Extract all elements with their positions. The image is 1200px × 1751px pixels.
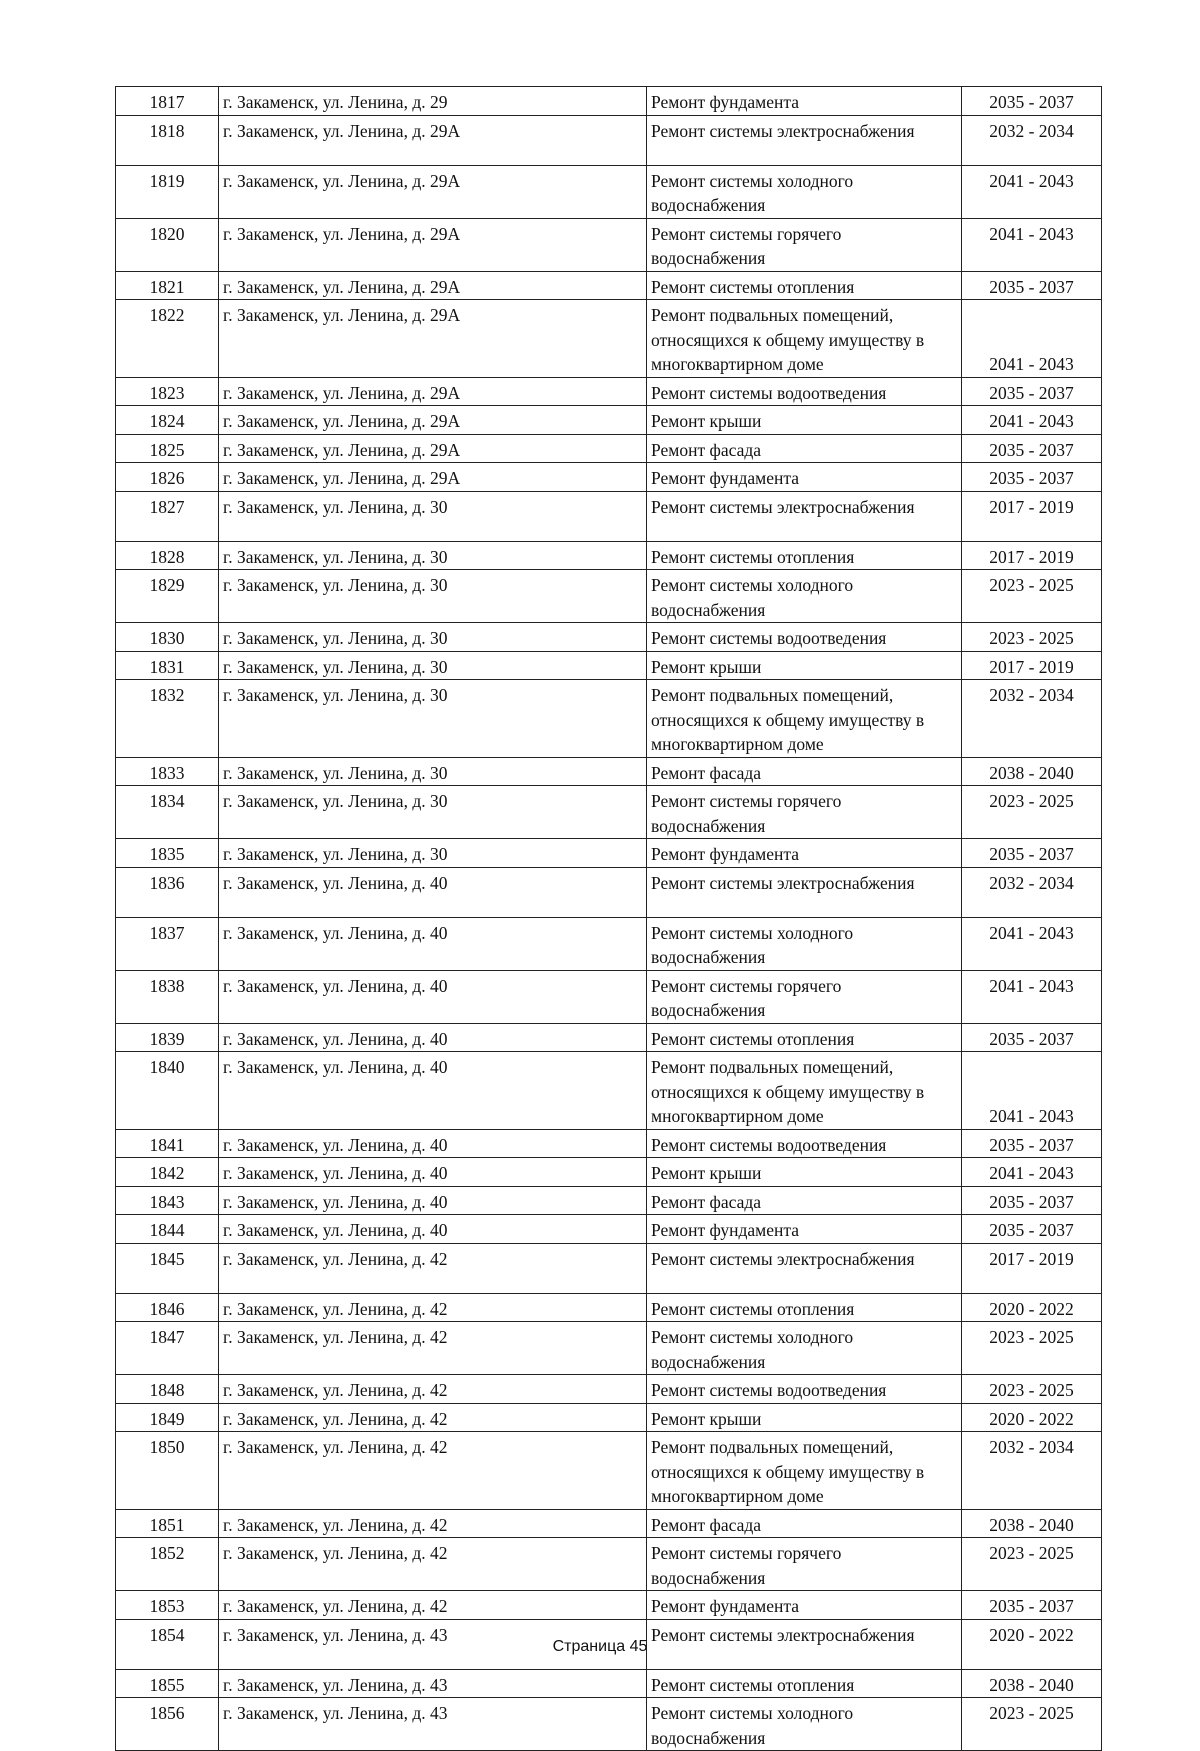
address-cell: г. Закаменск, ул. Ленина, д. 30: [219, 839, 647, 868]
row-number-cell: 1825: [116, 434, 219, 463]
years-cell: 2041 - 2043: [962, 1158, 1102, 1187]
work-type-cell: Ремонт системы электроснабжения: [647, 1619, 962, 1669]
work-type-cell: Ремонт системы холодного водоснабжения: [647, 1698, 962, 1751]
table-row: [116, 271, 1102, 300]
address-cell: г. Закаменск, ул. Ленина, д. 43: [219, 1669, 647, 1698]
table-row: [116, 1698, 1102, 1751]
years-cell: 2041 - 2043: [962, 406, 1102, 435]
row-number-cell: 1818: [116, 115, 219, 165]
work-type-cell: Ремонт системы отопления: [647, 271, 962, 300]
table-row: [116, 1403, 1102, 1432]
address-cell: г. Закаменск, ул. Ленина, д. 30: [219, 541, 647, 570]
work-type-cell: Ремонт системы электроснабжения: [647, 1243, 962, 1293]
row-number-cell: 1856: [116, 1698, 219, 1751]
row-number-cell: 1854: [116, 1619, 219, 1669]
row-number-cell: 1848: [116, 1375, 219, 1404]
work-type-cell: Ремонт фасада: [647, 1509, 962, 1538]
address-cell: г. Закаменск, ул. Ленина, д. 30: [219, 623, 647, 652]
years-cell: 2023 - 2025: [962, 786, 1102, 839]
row-number-cell: 1842: [116, 1158, 219, 1187]
table-row: [116, 651, 1102, 680]
years-cell: 2041 - 2043: [962, 1052, 1102, 1130]
work-type-cell: Ремонт системы водоотведения: [647, 377, 962, 406]
work-type-cell: Ремонт подвальных помещений, относящихся к общему имуществу в многоквартирном доме: [647, 1052, 962, 1130]
work-type-cell: Ремонт крыши: [647, 651, 962, 680]
years-cell: 2020 - 2022: [962, 1619, 1102, 1669]
table-row: [116, 463, 1102, 492]
address-cell: г. Закаменск, ул. Ленина, д. 42: [219, 1591, 647, 1620]
work-type-cell: Ремонт системы холодного водоснабжения: [647, 1322, 962, 1375]
table-row: [116, 1375, 1102, 1404]
repair-schedule-table: [115, 86, 1102, 1751]
row-number-cell: 1840: [116, 1052, 219, 1130]
row-number-cell: 1841: [116, 1129, 219, 1158]
address-cell: г. Закаменск, ул. Ленина, д. 42: [219, 1432, 647, 1510]
table-row: [116, 1023, 1102, 1052]
row-number-cell: 1828: [116, 541, 219, 570]
row-number-cell: 1839: [116, 1023, 219, 1052]
table-row: [116, 917, 1102, 970]
row-number-cell: 1843: [116, 1186, 219, 1215]
table-row: [116, 406, 1102, 435]
table-row: [116, 1538, 1102, 1591]
years-cell: 2041 - 2043: [962, 165, 1102, 218]
address-cell: г. Закаменск, ул. Ленина, д. 29А: [219, 218, 647, 271]
work-type-cell: Ремонт фундамента: [647, 839, 962, 868]
table-body: [116, 87, 1102, 1751]
address-cell: г. Закаменск, ул. Ленина, д. 29А: [219, 300, 647, 378]
address-cell: г. Закаменск, ул. Ленина, д. 42: [219, 1243, 647, 1293]
address-cell: г. Закаменск, ул. Ленина, д. 40: [219, 1023, 647, 1052]
row-number-cell: 1823: [116, 377, 219, 406]
work-type-cell: Ремонт системы холодного водоснабжения: [647, 570, 962, 623]
row-number-cell: 1838: [116, 970, 219, 1023]
years-cell: 2035 - 2037: [962, 434, 1102, 463]
years-cell: 2038 - 2040: [962, 757, 1102, 786]
table-row: [116, 680, 1102, 758]
work-type-cell: Ремонт фундамента: [647, 463, 962, 492]
table-row: [116, 87, 1102, 116]
address-cell: г. Закаменск, ул. Ленина, д. 30: [219, 757, 647, 786]
address-cell: г. Закаменск, ул. Ленина, д. 40: [219, 1052, 647, 1130]
work-type-cell: Ремонт крыши: [647, 1403, 962, 1432]
years-cell: 2023 - 2025: [962, 1322, 1102, 1375]
years-cell: 2035 - 2037: [962, 463, 1102, 492]
row-number-cell: 1826: [116, 463, 219, 492]
table-row: [116, 541, 1102, 570]
work-type-cell: Ремонт подвальных помещений, относящихся к общему имуществу в многоквартирном доме: [647, 680, 962, 758]
table-row: [116, 1052, 1102, 1130]
years-cell: 2038 - 2040: [962, 1509, 1102, 1538]
row-number-cell: 1830: [116, 623, 219, 652]
work-type-cell: Ремонт фундамента: [647, 87, 962, 116]
years-cell: 2017 - 2019: [962, 541, 1102, 570]
address-cell: г. Закаменск, ул. Ленина, д. 29А: [219, 115, 647, 165]
row-number-cell: 1822: [116, 300, 219, 378]
work-type-cell: Ремонт системы холодного водоснабжения: [647, 165, 962, 218]
work-type-cell: Ремонт фасада: [647, 1186, 962, 1215]
address-cell: г. Закаменск, ул. Ленина, д. 40: [219, 970, 647, 1023]
years-cell: 2023 - 2025: [962, 1538, 1102, 1591]
years-cell: 2041 - 2043: [962, 300, 1102, 378]
table-row: [116, 839, 1102, 868]
years-cell: 2032 - 2034: [962, 1432, 1102, 1510]
table-row: [116, 1129, 1102, 1158]
row-number-cell: 1850: [116, 1432, 219, 1510]
address-cell: г. Закаменск, ул. Ленина, д. 30: [219, 651, 647, 680]
work-type-cell: Ремонт системы отопления: [647, 1293, 962, 1322]
years-cell: 2035 - 2037: [962, 1129, 1102, 1158]
row-number-cell: 1849: [116, 1403, 219, 1432]
table-row: [116, 1322, 1102, 1375]
table-row: [116, 1591, 1102, 1620]
work-type-cell: Ремонт системы горячего водоснабжения: [647, 218, 962, 271]
row-number-cell: 1845: [116, 1243, 219, 1293]
years-cell: 2035 - 2037: [962, 87, 1102, 116]
address-cell: г. Закаменск, ул. Ленина, д. 42: [219, 1375, 647, 1404]
work-type-cell: Ремонт крыши: [647, 406, 962, 435]
address-cell: г. Закаменск, ул. Ленина, д. 29А: [219, 463, 647, 492]
address-cell: г. Закаменск, ул. Ленина, д. 30: [219, 680, 647, 758]
address-cell: г. Закаменск, ул. Ленина, д. 40: [219, 867, 647, 917]
row-number-cell: 1829: [116, 570, 219, 623]
address-cell: г. Закаменск, ул. Ленина, д. 42: [219, 1293, 647, 1322]
work-type-cell: Ремонт фундамента: [647, 1215, 962, 1244]
work-type-cell: Ремонт системы электроснабжения: [647, 115, 962, 165]
row-number-cell: 1833: [116, 757, 219, 786]
row-number-cell: 1834: [116, 786, 219, 839]
address-cell: г. Закаменск, ул. Ленина, д. 29: [219, 87, 647, 116]
row-number-cell: 1851: [116, 1509, 219, 1538]
row-number-cell: 1817: [116, 87, 219, 116]
row-number-cell: 1824: [116, 406, 219, 435]
table-row: [116, 757, 1102, 786]
row-number-cell: 1819: [116, 165, 219, 218]
years-cell: 2041 - 2043: [962, 917, 1102, 970]
address-cell: г. Закаменск, ул. Ленина, д. 42: [219, 1322, 647, 1375]
years-cell: 2017 - 2019: [962, 1243, 1102, 1293]
address-cell: г. Закаменск, ул. Ленина, д. 29А: [219, 406, 647, 435]
years-cell: 2032 - 2034: [962, 115, 1102, 165]
table-row: [116, 491, 1102, 541]
row-number-cell: 1831: [116, 651, 219, 680]
table-row: [116, 115, 1102, 165]
years-cell: 2023 - 2025: [962, 623, 1102, 652]
row-number-cell: 1820: [116, 218, 219, 271]
work-type-cell: Ремонт системы горячего водоснабжения: [647, 1538, 962, 1591]
row-number-cell: 1837: [116, 917, 219, 970]
years-cell: 2020 - 2022: [962, 1293, 1102, 1322]
years-cell: 2035 - 2037: [962, 377, 1102, 406]
address-cell: г. Закаменск, ул. Ленина, д. 43: [219, 1619, 647, 1669]
years-cell: 2038 - 2040: [962, 1669, 1102, 1698]
years-cell: 2017 - 2019: [962, 491, 1102, 541]
address-cell: г. Закаменск, ул. Ленина, д. 30: [219, 570, 647, 623]
row-number-cell: 1855: [116, 1669, 219, 1698]
work-type-cell: Ремонт системы водоотведения: [647, 623, 962, 652]
table-row: [116, 218, 1102, 271]
work-type-cell: Ремонт системы горячего водоснабжения: [647, 786, 962, 839]
years-cell: 2035 - 2037: [962, 1023, 1102, 1052]
row-number-cell: 1844: [116, 1215, 219, 1244]
table-row: [116, 1186, 1102, 1215]
work-type-cell: Ремонт подвальных помещений, относящихся к общему имуществу в многоквартирном доме: [647, 1432, 962, 1510]
address-cell: г. Закаменск, ул. Ленина, д. 40: [219, 1158, 647, 1187]
table-row: [116, 1243, 1102, 1293]
years-cell: 2041 - 2043: [962, 970, 1102, 1023]
years-cell: 2023 - 2025: [962, 1698, 1102, 1751]
table-row: [116, 970, 1102, 1023]
years-cell: 2023 - 2025: [962, 1375, 1102, 1404]
years-cell: 2035 - 2037: [962, 1591, 1102, 1620]
work-type-cell: Ремонт системы электроснабжения: [647, 491, 962, 541]
table-row: [116, 623, 1102, 652]
address-cell: г. Закаменск, ул. Ленина, д. 30: [219, 786, 647, 839]
table-row: [116, 570, 1102, 623]
table-row: [116, 786, 1102, 839]
table-row: [116, 377, 1102, 406]
work-type-cell: Ремонт системы горячего водоснабжения: [647, 970, 962, 1023]
years-cell: 2041 - 2043: [962, 218, 1102, 271]
address-cell: г. Закаменск, ул. Ленина, д. 42: [219, 1538, 647, 1591]
years-cell: 2035 - 2037: [962, 1186, 1102, 1215]
work-type-cell: Ремонт фасада: [647, 434, 962, 463]
address-cell: г. Закаменск, ул. Ленина, д. 42: [219, 1403, 647, 1432]
row-number-cell: 1832: [116, 680, 219, 758]
years-cell: 2035 - 2037: [962, 271, 1102, 300]
work-type-cell: Ремонт фасада: [647, 757, 962, 786]
row-number-cell: 1835: [116, 839, 219, 868]
years-cell: 2017 - 2019: [962, 651, 1102, 680]
table-row: [116, 867, 1102, 917]
table-row: [116, 1669, 1102, 1698]
years-cell: 2035 - 2037: [962, 839, 1102, 868]
table-row: [116, 1215, 1102, 1244]
table-row: [116, 1432, 1102, 1510]
years-cell: 2035 - 2037: [962, 1215, 1102, 1244]
work-type-cell: Ремонт системы водоотведения: [647, 1129, 962, 1158]
address-cell: г. Закаменск, ул. Ленина, д. 29А: [219, 271, 647, 300]
table-row: [116, 1293, 1102, 1322]
work-type-cell: Ремонт системы водоотведения: [647, 1375, 962, 1404]
page-number: Страница 45: [552, 1638, 648, 1655]
work-type-cell: Ремонт системы холодного водоснабжения: [647, 917, 962, 970]
work-type-cell: Ремонт фундамента: [647, 1591, 962, 1620]
row-number-cell: 1852: [116, 1538, 219, 1591]
address-cell: г. Закаменск, ул. Ленина, д. 43: [219, 1698, 647, 1751]
years-cell: 2032 - 2034: [962, 867, 1102, 917]
work-type-cell: Ремонт системы электроснабжения: [647, 867, 962, 917]
address-cell: г. Закаменск, ул. Ленина, д. 29А: [219, 377, 647, 406]
table-row: [116, 1509, 1102, 1538]
address-cell: г. Закаменск, ул. Ленина, д. 29А: [219, 434, 647, 463]
row-number-cell: 1827: [116, 491, 219, 541]
table-row: [116, 434, 1102, 463]
row-number-cell: 1847: [116, 1322, 219, 1375]
address-cell: г. Закаменск, ул. Ленина, д. 40: [219, 1186, 647, 1215]
address-cell: г. Закаменск, ул. Ленина, д. 40: [219, 1215, 647, 1244]
years-cell: 2023 - 2025: [962, 570, 1102, 623]
work-type-cell: Ремонт крыши: [647, 1158, 962, 1187]
work-type-cell: Ремонт системы отопления: [647, 541, 962, 570]
address-cell: г. Закаменск, ул. Ленина, д. 30: [219, 491, 647, 541]
work-type-cell: Ремонт подвальных помещений, относящихся к общему имуществу в многоквартирном доме: [647, 300, 962, 378]
address-cell: г. Закаменск, ул. Ленина, д. 42: [219, 1509, 647, 1538]
work-type-cell: Ремонт системы отопления: [647, 1023, 962, 1052]
row-number-cell: 1821: [116, 271, 219, 300]
table-row: [116, 165, 1102, 218]
row-number-cell: 1853: [116, 1591, 219, 1620]
table-row: [116, 300, 1102, 378]
address-cell: г. Закаменск, ул. Ленина, д. 40: [219, 917, 647, 970]
row-number-cell: 1836: [116, 867, 219, 917]
years-cell: 2032 - 2034: [962, 680, 1102, 758]
work-type-cell: Ремонт системы отопления: [647, 1669, 962, 1698]
years-cell: 2020 - 2022: [962, 1403, 1102, 1432]
address-cell: г. Закаменск, ул. Ленина, д. 40: [219, 1129, 647, 1158]
row-number-cell: 1846: [116, 1293, 219, 1322]
address-cell: г. Закаменск, ул. Ленина, д. 29А: [219, 165, 647, 218]
table-row: [116, 1158, 1102, 1187]
